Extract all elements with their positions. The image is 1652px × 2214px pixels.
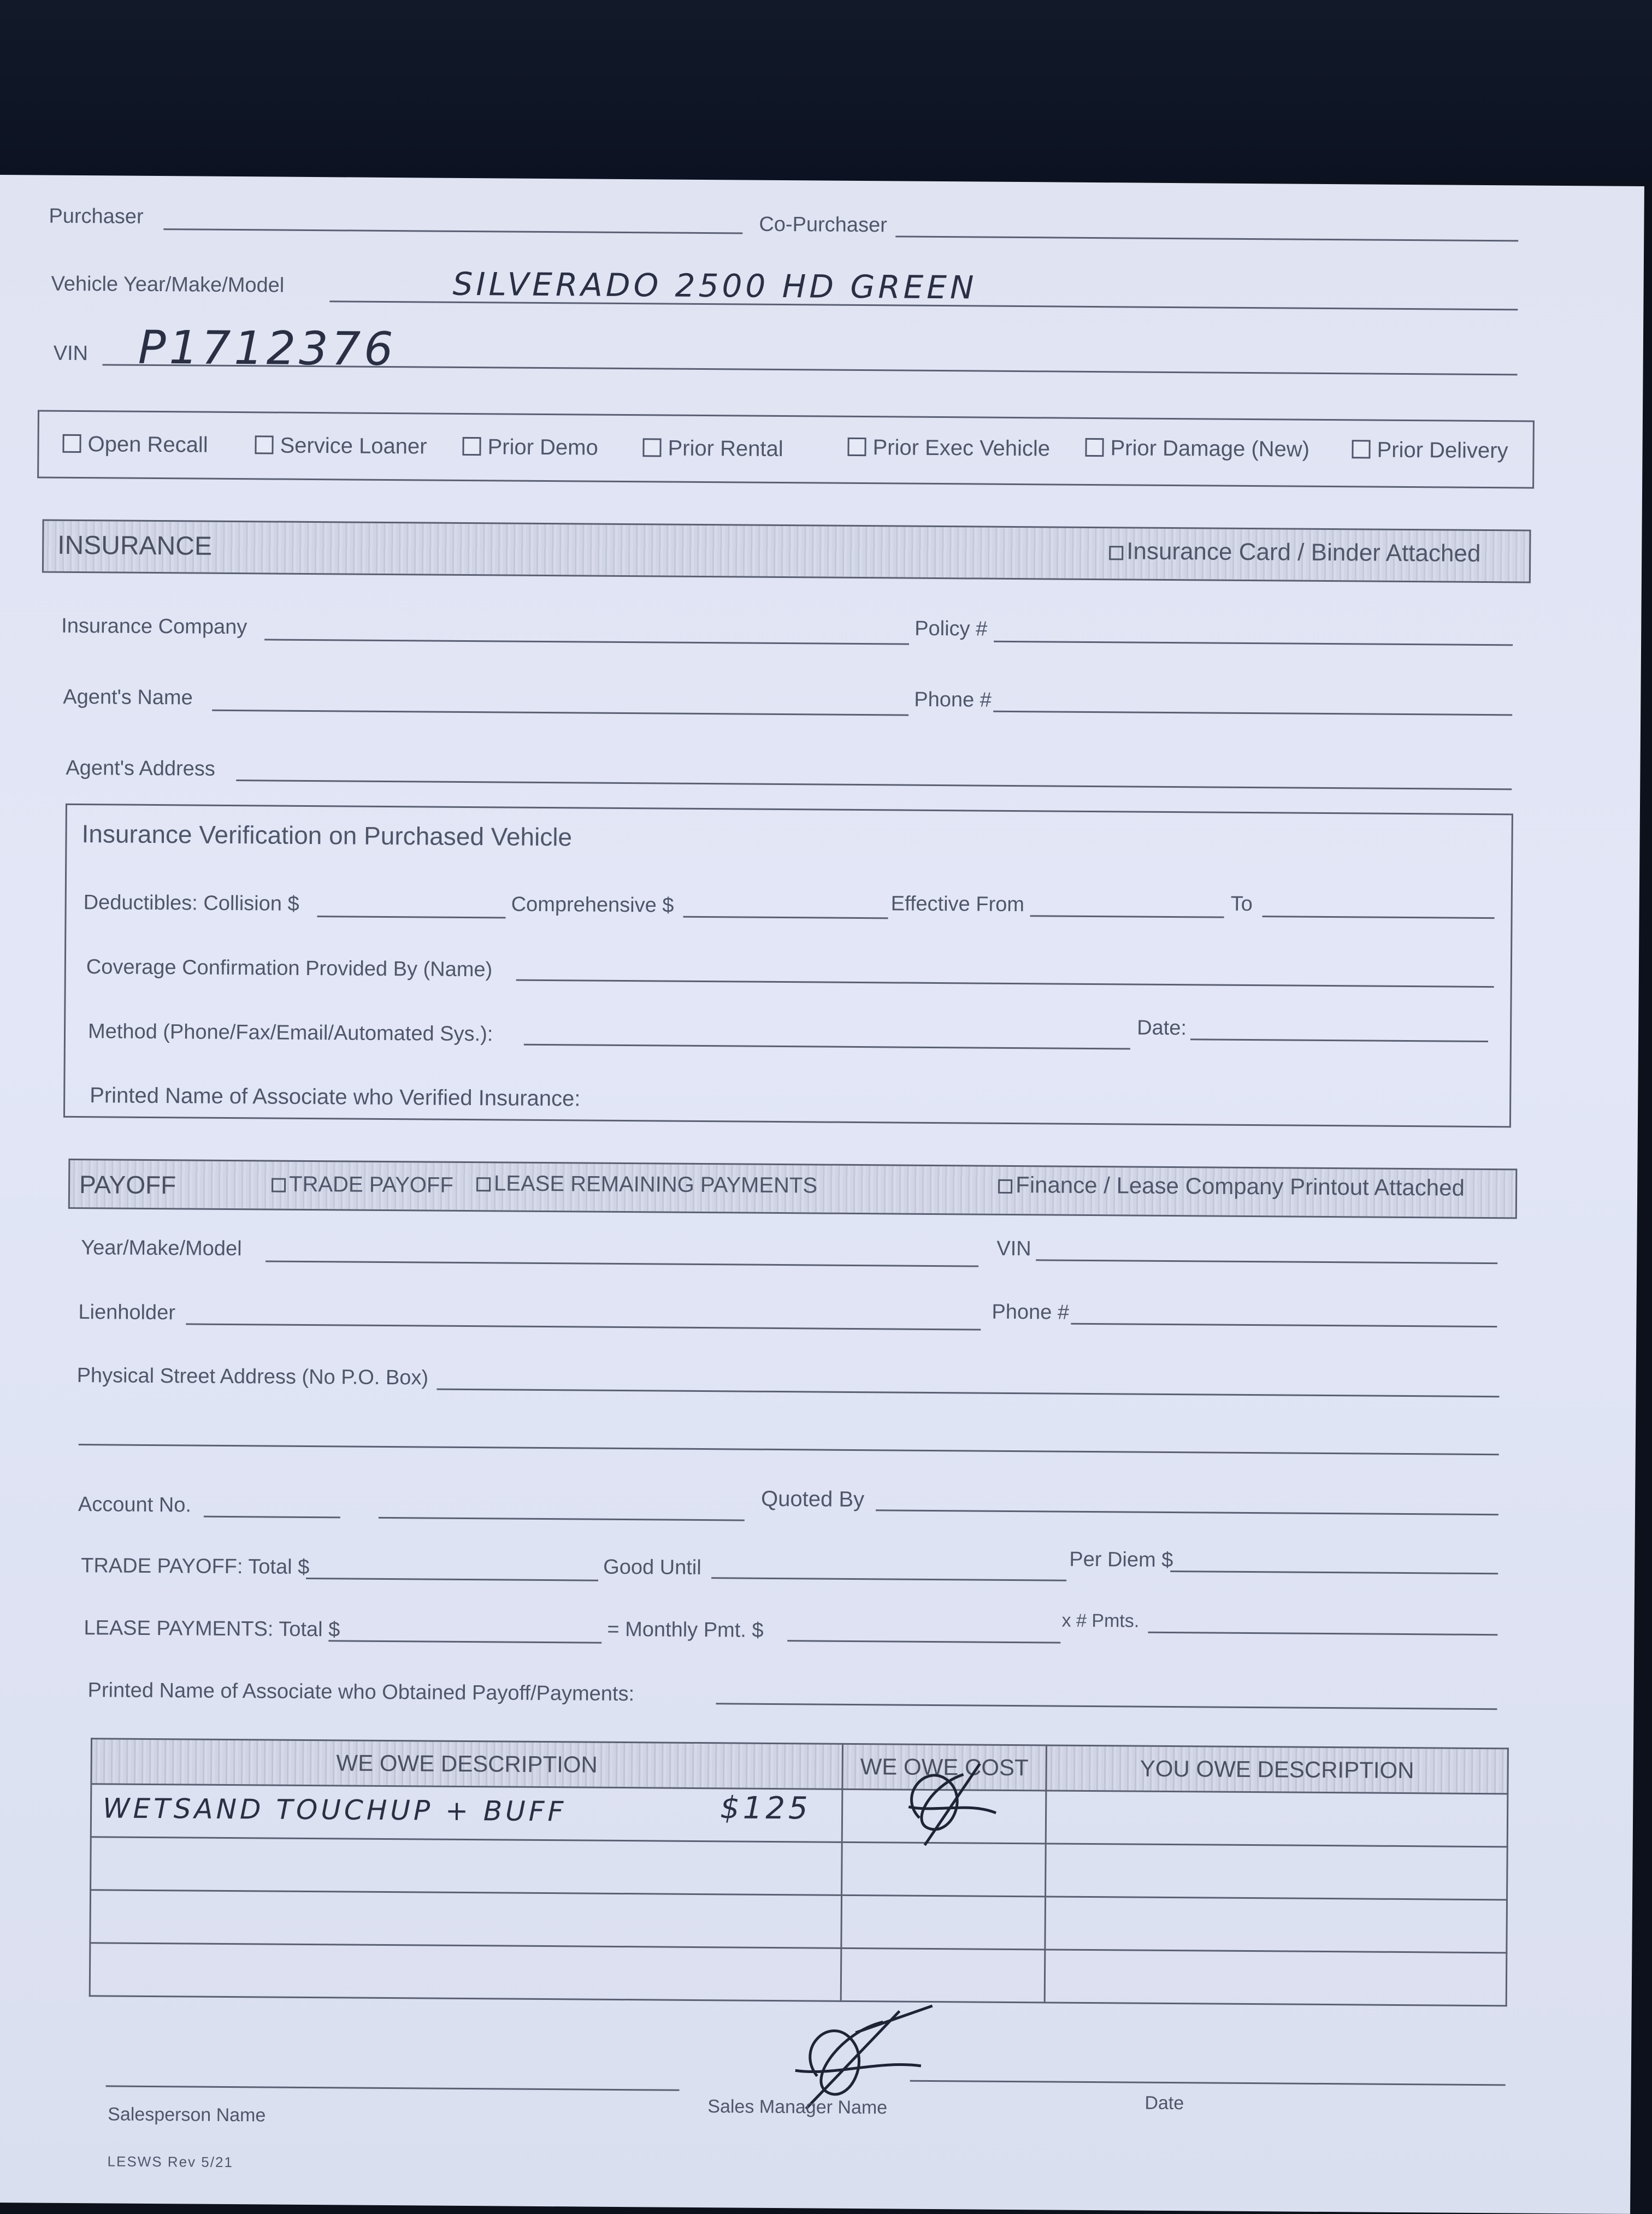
quoted-by-label: Quoted By [760,1486,865,1512]
prior-delivery-checkbox[interactable] [1352,438,1508,463]
manager-line[interactable] [910,2080,1506,2086]
coverage-label: Coverage Confirmation Provided By (Name) [86,955,493,982]
agent-address-label: Agent's Address [66,756,215,781]
comprehensive-label: Comprehensive $ [511,893,674,917]
lease-payments-label: LEASE REMAINING PAYMENTS [493,1171,818,1198]
vin-value: P1712376 [138,320,397,376]
vin-label: VIN [53,341,88,365]
account-no-line-2[interactable] [379,1517,745,1521]
printout-attached-label: Finance / Lease Company Printout Attached [1015,1172,1465,1201]
agent-address-line[interactable] [236,780,1512,790]
account-no-line[interactable] [204,1516,340,1519]
table-row [90,1943,1507,2006]
salesperson-label: Salesperson Name [108,2104,266,2126]
checkbox-icon[interactable] [272,1178,286,1192]
we-owe-desc-cell[interactable] [90,1890,842,1949]
street-address-label: Physical Street Address (No P.O. Box) [76,1364,429,1390]
you-owe-desc-cell[interactable] [1045,1897,1507,1953]
quoted-by-line[interactable] [876,1509,1498,1515]
payoff-associate-label: Printed Name of Associate who Obtained Payoff/Payments: [87,1679,635,1706]
prior-rental-checkbox[interactable] [642,436,783,462]
co-purchaser-label: Co-Purchaser [759,212,887,237]
monthly-pmt-line[interactable] [787,1640,1060,1643]
prior-delivery-label: Prior Delivery [1377,438,1508,463]
table-row [90,1890,1507,1953]
prior-damage-label: Prior Damage (New) [1110,436,1310,462]
prior-damage-checkbox[interactable] [1085,436,1309,462]
form-code: LESWS Rev 5/21 [107,2153,234,2171]
insurance-company-line[interactable] [264,639,909,645]
lease-payments-checkbox[interactable] [476,1171,817,1198]
service-loaner-label: Service Loaner [280,433,427,459]
policy-label: Policy # [914,617,988,641]
checkbox-icon[interactable] [1352,440,1370,458]
checkbox-icon[interactable] [1085,438,1104,457]
sales-manager-label: Sales Manager Name [707,2096,888,2118]
agent-name-label: Agent's Name [63,685,193,710]
to-label: To [1230,892,1253,916]
lienholder-line[interactable] [186,1323,981,1330]
open-recall-checkbox[interactable] [62,432,208,458]
date-label: Date [1144,2092,1184,2114]
lease-total-label: LEASE PAYMENTS: Total $ [84,1616,340,1642]
purchaser-label: Purchaser [49,204,144,228]
verification-title: Insurance Verification on Purchased Vehicle [81,819,573,852]
we-owe-amount-value: $125 [719,1790,811,1827]
prior-exec-vehicle-checkbox[interactable] [847,435,1050,462]
trade-payoff-checkbox[interactable] [272,1172,453,1198]
account-no-label: Account No. [78,1493,192,1517]
method-label: Method (Phone/Fax/Email/Automated Sys.): [87,1020,493,1046]
printout-attached-checkbox[interactable] [998,1172,1465,1201]
checkbox-icon[interactable] [62,434,81,453]
owe-table [89,1738,1509,2006]
monthly-pmt-label: = Monthly Pmt. $ [607,1617,764,1642]
num-pmts-line[interactable] [1148,1632,1497,1636]
num-pmts-label: x # Pmts. [1061,1610,1140,1632]
we-owe-cost-cell[interactable] [841,1948,1045,2003]
payoff-vin-line[interactable] [1036,1259,1497,1264]
effective-from-label: Effective From [890,892,1025,917]
prior-demo-checkbox[interactable] [462,435,598,460]
lienholder-phone-line[interactable] [1071,1323,1497,1327]
insurance-title: INSURANCE [57,530,213,561]
agent-phone-label: Phone # [914,688,992,712]
payoff-ymm-label: Year/Make/Model [81,1236,242,1261]
you-owe-desc-cell[interactable] [1046,1791,1508,1847]
lienholder-label: Lienholder [78,1301,176,1325]
we-owe-cost-header: WE OWE COST [842,1744,1047,1791]
trade-total-line[interactable] [306,1578,598,1581]
trade-total-label: TRADE PAYOFF: Total $ [81,1554,310,1579]
insurance-attached-label: Insurance Card / Binder Attached [1126,538,1481,567]
lienholder-phone-label: Phone # [992,1300,1070,1324]
prior-demo-label: Prior Demo [487,435,598,460]
purchaser-line[interactable] [163,228,742,234]
table-row [91,1784,1508,1847]
vehicle-value: SILVERADO 2500 HD GREEN [452,265,977,306]
insurance-company-label: Insurance Company [61,614,247,639]
checkbox-icon[interactable] [255,435,273,454]
policy-line[interactable] [994,641,1513,646]
table-row [91,1837,1508,1900]
we-owe-desc-value: WETSAND TOUCHUP + BUFF [102,1792,567,1828]
salesperson-line[interactable] [106,2085,680,2091]
verification-date-label: Date: [1137,1016,1187,1040]
checkbox-icon[interactable] [998,1179,1012,1194]
you-owe-desc-cell[interactable] [1045,1950,1507,2006]
we-owe-cost-cell[interactable] [842,1842,1046,1897]
per-diem-line[interactable] [1170,1571,1498,1574]
agent-phone-line[interactable] [993,711,1512,716]
paper-form [0,175,1644,2214]
trade-payoff-label: TRADE PAYOFF [288,1172,454,1197]
vehicle-label: Vehicle Year/Make/Model [51,272,285,297]
open-recall-label: Open Recall [87,432,208,457]
we-owe-cost-cell[interactable] [841,1895,1046,1950]
lease-total-line[interactable] [328,1640,601,1643]
payoff-title: PAYOFF [79,1170,176,1200]
checkbox-icon[interactable] [462,437,481,456]
checkbox-icon[interactable] [1109,546,1123,560]
checkbox-icon[interactable] [476,1177,491,1191]
we-owe-desc-cell[interactable] [91,1837,842,1896]
you-owe-description-header: YOU OWE DESCRIPTION [1046,1745,1508,1794]
payoff-associate-line[interactable] [716,1703,1497,1710]
street-address-line-2[interactable] [79,1444,1499,1455]
payoff-ymm-line[interactable] [266,1260,978,1267]
we-owe-description-header: WE OWE DESCRIPTION [91,1739,843,1790]
we-owe-cost-cell[interactable] [842,1789,1046,1844]
we-owe-desc-cell[interactable] [91,1784,842,1843]
prior-exec-vehicle-label: Prior Exec Vehicle [872,435,1051,461]
deductibles-label: Deductibles: Collision $ [83,891,299,916]
checkbox-icon[interactable] [642,438,661,457]
agent-name-line[interactable] [212,710,908,716]
checkbox-icon[interactable] [847,438,866,456]
prior-rental-label: Prior Rental [668,436,783,462]
we-owe-desc-cell[interactable] [90,1943,841,2002]
verified-by-label: Printed Name of Associate who Verified Insurance: [90,1083,581,1111]
you-owe-desc-cell[interactable] [1046,1844,1508,1900]
per-diem-label: Per Diem $ [1069,1548,1173,1572]
payoff-vin-label: VIN [996,1237,1031,1261]
background-dark [0,0,1652,180]
insurance-attached-checkbox[interactable] [1109,538,1481,568]
service-loaner-checkbox[interactable] [255,433,427,459]
good-until-label: Good Until [603,1555,701,1580]
street-address-line[interactable] [436,1389,1499,1398]
co-purchaser-line[interactable] [895,235,1518,241]
good-until-line[interactable] [711,1577,1066,1581]
